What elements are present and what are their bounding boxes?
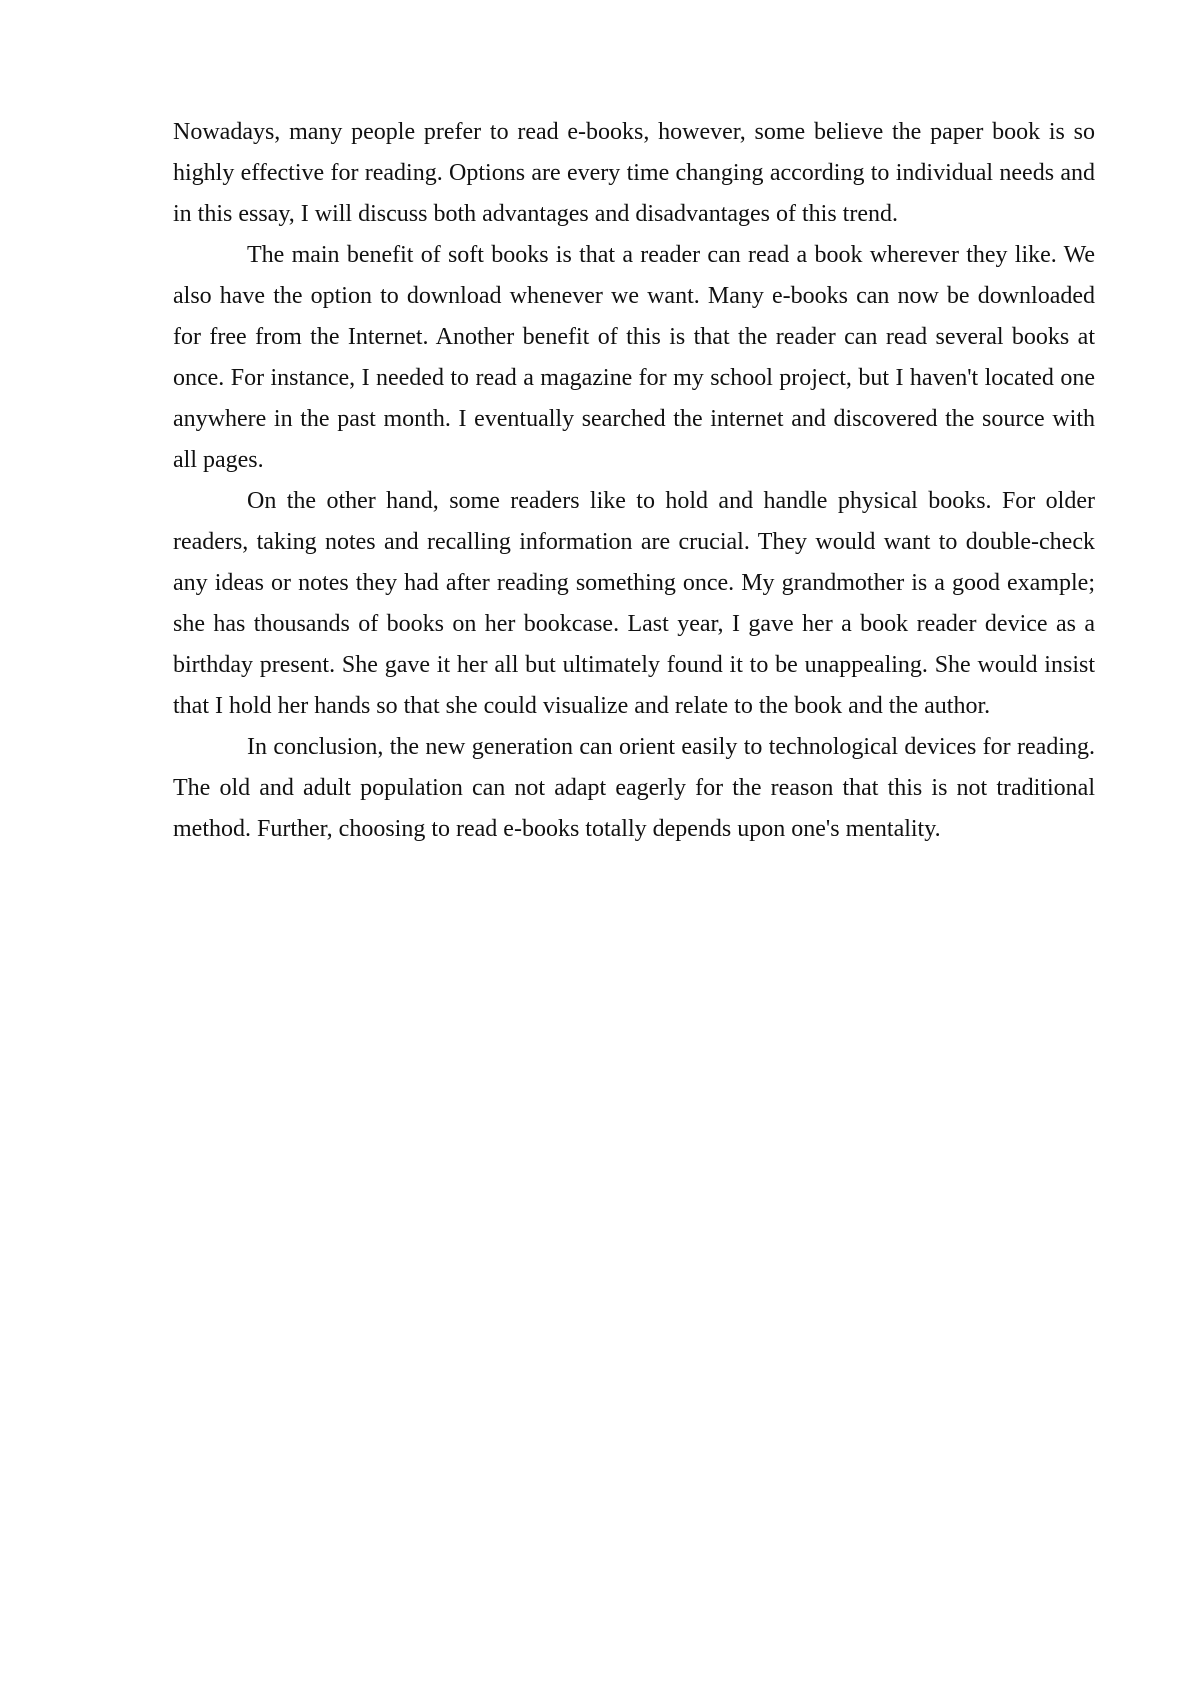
essay-body (173, 112, 1095, 850)
paragraph-benefits: The main benefit of soft books is that a reader can read a book wherever they like. We also have the option to download whenever we want. Many e-books can now be downloaded for free from the Internet. Another benefit of this is that the reader can read several books at once. For instance, I needed to read a magazine for my school project, but I haven't located one anywhere in the past month. I eventually searched the internet and discovered the source with all pages. (173, 242, 1095, 473)
paragraph-introduction: Nowadays, many people prefer to read e-books, however, some believe the paper book is so highly effective for reading. Options are every time changing according to individual needs and in this essay, I will discuss both advantages and disadvantages of this trend. (173, 119, 1095, 227)
paragraph-conclusion: In conclusion, the new generation can orient easily to technological devices for reading. The old and adult population can not adapt eagerly for the reason that this is not traditional method. Further, choosing to read e-books totally depends upon one's mentality. (173, 734, 1095, 842)
paragraph-drawbacks: On the other hand, some readers like to hold and handle physical books. For older readers, taking notes and recalling information are crucial. They would want to double-check any ideas or notes they had after reading something once. My grandmother is a good example; she has thousands of books on her bookcase. Last year, I gave her a book reader device as a birthday present. She gave it her all but ultimately found it to be unappealing. She would insist that I hold her hands so that she could visualize and relate to the book and the author. (173, 488, 1095, 719)
